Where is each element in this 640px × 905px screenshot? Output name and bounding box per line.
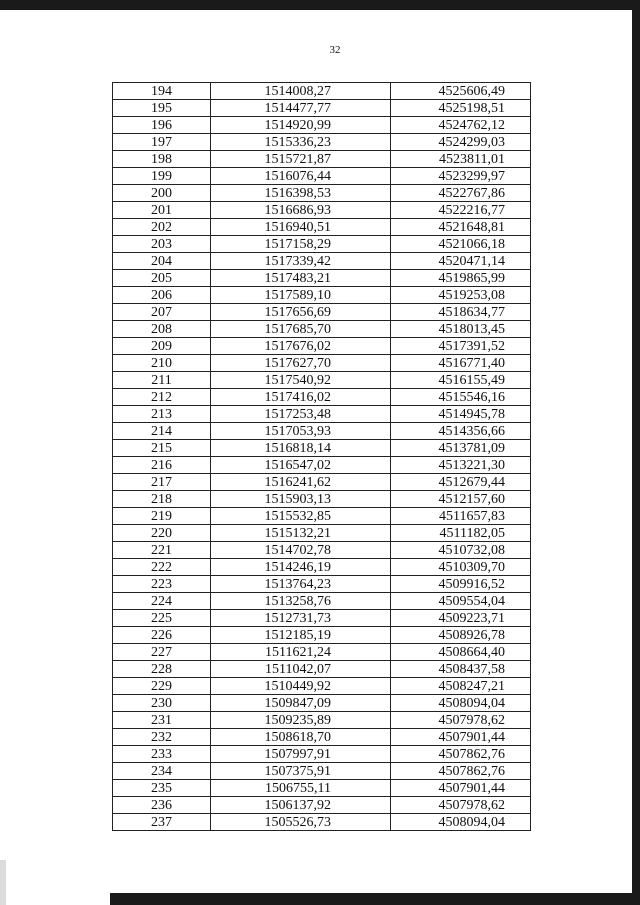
table-row	[113, 508, 531, 525]
table-row	[113, 729, 531, 746]
table-row	[113, 576, 531, 593]
coordinates-table-body	[113, 83, 531, 831]
table-row	[113, 627, 531, 644]
point-number-cell: 237	[113, 814, 211, 831]
y-coordinate-cell: 4522767,86	[391, 185, 531, 202]
table-row	[113, 678, 531, 695]
table-row	[113, 83, 531, 100]
x-coordinate-cell: 1510449,92	[211, 678, 391, 695]
table-row	[113, 542, 531, 559]
y-coordinate-cell: 4524299,03	[391, 134, 531, 151]
x-coordinate-cell: 1516818,14	[211, 440, 391, 457]
point-number-cell: 194	[113, 83, 211, 100]
y-coordinate-cell: 4508926,78	[391, 627, 531, 644]
point-number-cell: 210	[113, 355, 211, 372]
y-coordinate-cell: 4508247,21	[391, 678, 531, 695]
table-row	[113, 219, 531, 236]
x-coordinate-cell: 1517656,69	[211, 304, 391, 321]
y-coordinate-cell: 4507901,44	[391, 780, 531, 797]
table-row	[113, 457, 531, 474]
x-coordinate-cell: 1512185,19	[211, 627, 391, 644]
table-row	[113, 355, 531, 372]
x-coordinate-cell: 1513258,76	[211, 593, 391, 610]
point-number-cell: 215	[113, 440, 211, 457]
table-row	[113, 814, 531, 831]
x-coordinate-cell: 1512731,73	[211, 610, 391, 627]
y-coordinate-cell: 4507901,44	[391, 729, 531, 746]
table-row	[113, 746, 531, 763]
x-coordinate-cell: 1517416,02	[211, 389, 391, 406]
table-row	[113, 117, 531, 134]
y-coordinate-cell: 4511657,83	[391, 508, 531, 525]
y-coordinate-cell: 4518013,45	[391, 321, 531, 338]
x-coordinate-cell: 1517676,02	[211, 338, 391, 355]
y-coordinate-cell: 4508094,04	[391, 814, 531, 831]
y-coordinate-cell: 4513221,30	[391, 457, 531, 474]
point-number-cell: 235	[113, 780, 211, 797]
x-coordinate-cell: 1517685,70	[211, 321, 391, 338]
table-row	[113, 389, 531, 406]
y-coordinate-cell: 4524762,12	[391, 117, 531, 134]
table-row	[113, 406, 531, 423]
x-coordinate-cell: 1505526,73	[211, 814, 391, 831]
table-row	[113, 610, 531, 627]
x-coordinate-cell: 1509847,09	[211, 695, 391, 712]
x-coordinate-cell: 1515532,85	[211, 508, 391, 525]
point-number-cell: 196	[113, 117, 211, 134]
x-coordinate-cell: 1517589,10	[211, 287, 391, 304]
x-coordinate-cell: 1517339,42	[211, 253, 391, 270]
point-number-cell: 218	[113, 491, 211, 508]
point-number-cell: 225	[113, 610, 211, 627]
table-row	[113, 270, 531, 287]
table-row	[113, 644, 531, 661]
x-coordinate-cell: 1515721,87	[211, 151, 391, 168]
table-row	[113, 253, 531, 270]
point-number-cell: 227	[113, 644, 211, 661]
y-coordinate-cell: 4523299,97	[391, 168, 531, 185]
x-coordinate-cell: 1516076,44	[211, 168, 391, 185]
y-coordinate-cell: 4512679,44	[391, 474, 531, 491]
point-number-cell: 223	[113, 576, 211, 593]
y-coordinate-cell: 4514356,66	[391, 423, 531, 440]
x-coordinate-cell: 1516398,53	[211, 185, 391, 202]
x-coordinate-cell: 1513764,23	[211, 576, 391, 593]
y-coordinate-cell: 4510309,70	[391, 559, 531, 576]
coordinates-table	[112, 82, 531, 831]
point-number-cell: 217	[113, 474, 211, 491]
y-coordinate-cell: 4517391,52	[391, 338, 531, 355]
scan-border-bottom	[110, 893, 640, 905]
y-coordinate-cell: 4511182,05	[391, 525, 531, 542]
table-row	[113, 168, 531, 185]
table-row	[113, 134, 531, 151]
y-coordinate-cell: 4507862,76	[391, 763, 531, 780]
point-number-cell: 200	[113, 185, 211, 202]
scan-border-right	[632, 0, 640, 905]
y-coordinate-cell: 4516771,40	[391, 355, 531, 372]
x-coordinate-cell: 1509235,89	[211, 712, 391, 729]
table-row	[113, 661, 531, 678]
point-number-cell: 224	[113, 593, 211, 610]
point-number-cell: 211	[113, 372, 211, 389]
x-coordinate-cell: 1517053,93	[211, 423, 391, 440]
y-coordinate-cell: 4518634,77	[391, 304, 531, 321]
point-number-cell: 205	[113, 270, 211, 287]
x-coordinate-cell: 1516547,02	[211, 457, 391, 474]
page-number: 32	[329, 44, 341, 56]
point-number-cell: 216	[113, 457, 211, 474]
y-coordinate-cell: 4509916,52	[391, 576, 531, 593]
x-coordinate-cell: 1514008,27	[211, 83, 391, 100]
y-coordinate-cell: 4509223,71	[391, 610, 531, 627]
table-row	[113, 695, 531, 712]
x-coordinate-cell: 1507997,91	[211, 746, 391, 763]
point-number-cell: 201	[113, 202, 211, 219]
point-number-cell: 219	[113, 508, 211, 525]
x-coordinate-cell: 1515336,23	[211, 134, 391, 151]
y-coordinate-cell: 4523811,01	[391, 151, 531, 168]
y-coordinate-cell: 4510732,08	[391, 542, 531, 559]
y-coordinate-cell: 4508664,40	[391, 644, 531, 661]
table-row	[113, 185, 531, 202]
table-row	[113, 287, 531, 304]
table-row	[113, 100, 531, 117]
table-row	[113, 440, 531, 457]
y-coordinate-cell: 4521066,18	[391, 236, 531, 253]
x-coordinate-cell: 1514477,77	[211, 100, 391, 117]
x-coordinate-cell: 1514246,19	[211, 559, 391, 576]
table-row	[113, 763, 531, 780]
point-number-cell: 230	[113, 695, 211, 712]
y-coordinate-cell: 4507978,62	[391, 797, 531, 814]
point-number-cell: 208	[113, 321, 211, 338]
y-coordinate-cell: 4512157,60	[391, 491, 531, 508]
point-number-cell: 232	[113, 729, 211, 746]
y-coordinate-cell: 4519253,08	[391, 287, 531, 304]
x-coordinate-cell: 1517483,21	[211, 270, 391, 287]
point-number-cell: 229	[113, 678, 211, 695]
y-coordinate-cell: 4507862,76	[391, 746, 531, 763]
point-number-cell: 209	[113, 338, 211, 355]
point-number-cell: 222	[113, 559, 211, 576]
x-coordinate-cell: 1511621,24	[211, 644, 391, 661]
point-number-cell: 197	[113, 134, 211, 151]
x-coordinate-cell: 1517253,48	[211, 406, 391, 423]
x-coordinate-cell: 1508618,70	[211, 729, 391, 746]
point-number-cell: 212	[113, 389, 211, 406]
y-coordinate-cell: 4509554,04	[391, 593, 531, 610]
table-row	[113, 474, 531, 491]
table-row	[113, 321, 531, 338]
x-coordinate-cell: 1514702,78	[211, 542, 391, 559]
x-coordinate-cell: 1515132,21	[211, 525, 391, 542]
point-number-cell: 213	[113, 406, 211, 423]
point-number-cell: 220	[113, 525, 211, 542]
table-row	[113, 202, 531, 219]
table-row	[113, 559, 531, 576]
point-number-cell: 234	[113, 763, 211, 780]
point-number-cell: 199	[113, 168, 211, 185]
point-number-cell: 226	[113, 627, 211, 644]
table-row	[113, 712, 531, 729]
point-number-cell: 206	[113, 287, 211, 304]
table-row	[113, 423, 531, 440]
y-coordinate-cell: 4521648,81	[391, 219, 531, 236]
point-number-cell: 221	[113, 542, 211, 559]
scan-shadow-left	[0, 860, 6, 905]
x-coordinate-cell: 1517158,29	[211, 236, 391, 253]
y-coordinate-cell: 4525198,51	[391, 100, 531, 117]
table-row	[113, 593, 531, 610]
y-coordinate-cell: 4520471,14	[391, 253, 531, 270]
table-row	[113, 780, 531, 797]
table-row	[113, 525, 531, 542]
table-row	[113, 236, 531, 253]
x-coordinate-cell: 1516686,93	[211, 202, 391, 219]
y-coordinate-cell: 4508094,04	[391, 695, 531, 712]
x-coordinate-cell: 1507375,91	[211, 763, 391, 780]
point-number-cell: 236	[113, 797, 211, 814]
table-row	[113, 372, 531, 389]
point-number-cell: 202	[113, 219, 211, 236]
point-number-cell: 198	[113, 151, 211, 168]
point-number-cell: 228	[113, 661, 211, 678]
y-coordinate-cell: 4508437,58	[391, 661, 531, 678]
x-coordinate-cell: 1511042,07	[211, 661, 391, 678]
x-coordinate-cell: 1506137,92	[211, 797, 391, 814]
point-number-cell: 195	[113, 100, 211, 117]
y-coordinate-cell: 4516155,49	[391, 372, 531, 389]
point-number-cell: 231	[113, 712, 211, 729]
point-number-cell: 207	[113, 304, 211, 321]
x-coordinate-cell: 1516241,62	[211, 474, 391, 491]
point-number-cell: 214	[113, 423, 211, 440]
x-coordinate-cell: 1517627,70	[211, 355, 391, 372]
table-row	[113, 304, 531, 321]
y-coordinate-cell: 4515546,16	[391, 389, 531, 406]
x-coordinate-cell: 1516940,51	[211, 219, 391, 236]
x-coordinate-cell: 1506755,11	[211, 780, 391, 797]
scan-border-top	[0, 0, 640, 10]
y-coordinate-cell: 4513781,09	[391, 440, 531, 457]
x-coordinate-cell: 1514920,99	[211, 117, 391, 134]
y-coordinate-cell: 4514945,78	[391, 406, 531, 423]
table-row	[113, 797, 531, 814]
x-coordinate-cell: 1515903,13	[211, 491, 391, 508]
point-number-cell: 204	[113, 253, 211, 270]
y-coordinate-cell: 4525606,49	[391, 83, 531, 100]
table-row	[113, 491, 531, 508]
y-coordinate-cell: 4522216,77	[391, 202, 531, 219]
y-coordinate-cell: 4507978,62	[391, 712, 531, 729]
table-row	[113, 338, 531, 355]
table-row	[113, 151, 531, 168]
point-number-cell: 233	[113, 746, 211, 763]
y-coordinate-cell: 4519865,99	[391, 270, 531, 287]
point-number-cell: 203	[113, 236, 211, 253]
x-coordinate-cell: 1517540,92	[211, 372, 391, 389]
